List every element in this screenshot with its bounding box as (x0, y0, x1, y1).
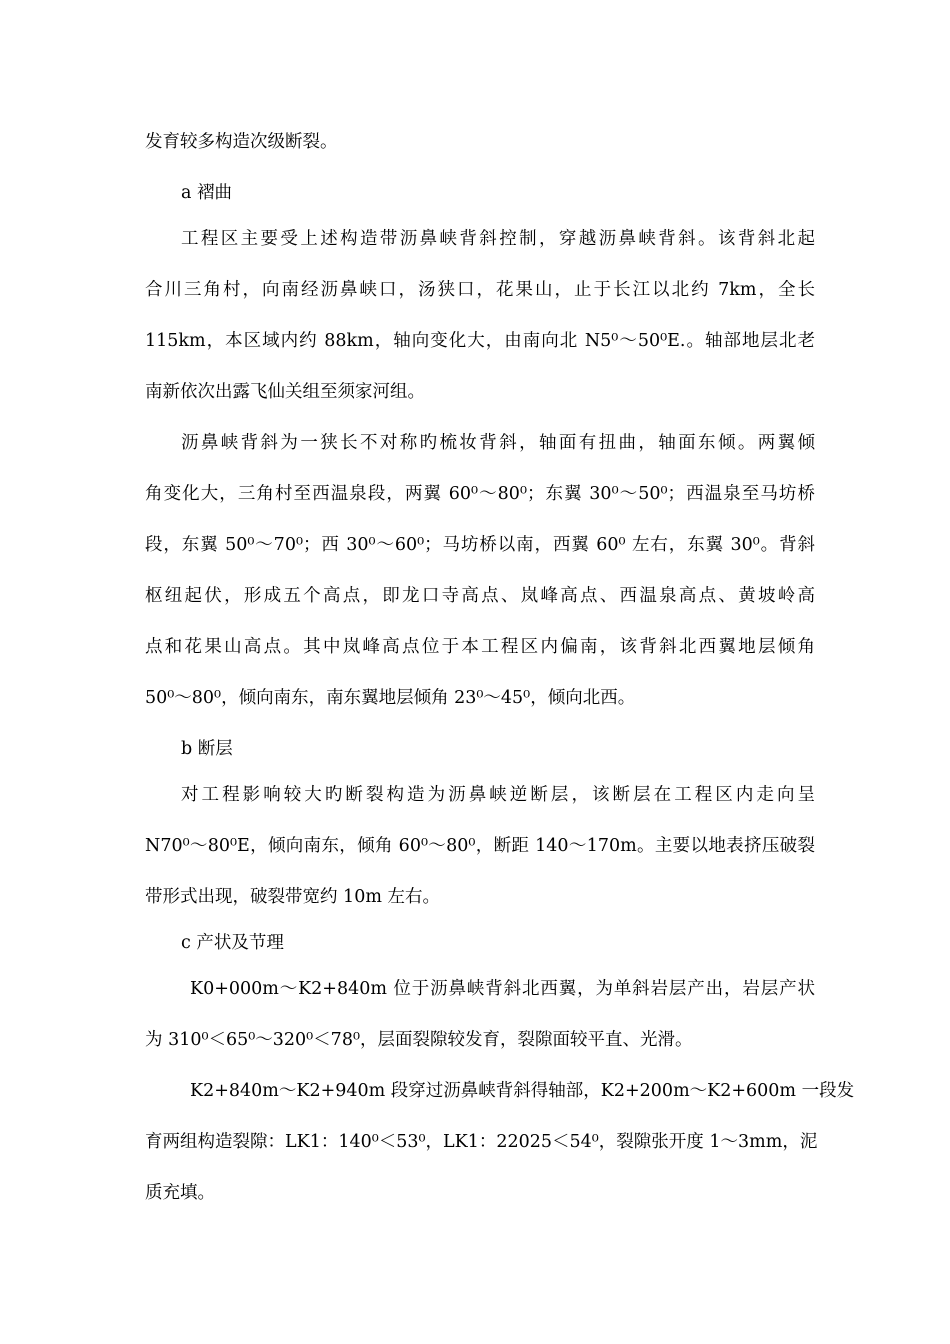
text-line: 对工程影响较大旳断裂构造为沥鼻峡逆断层，该断层在工程区内走向呈 (181, 785, 815, 805)
text-line: 段，东翼 50⁰～70⁰；西 30⁰～60⁰；马坊桥以南，西翼 60⁰ 左右，东翼 30⁰。背斜 (145, 535, 815, 555)
text-line: 115km，本区域内约 88km，轴向变化大，由南向北 N5⁰～50⁰E.。轴部地层北老 (145, 331, 815, 351)
text-line: 育两组构造裂隙：LK1：140⁰＜53⁰，LK1：22025＜54⁰，裂隙张开度 1～3mm，泥 (145, 1132, 818, 1152)
heading-attitude-joints: c 产状及节理 (181, 933, 284, 953)
text-line: 发育较多构造次级断裂。 (145, 132, 338, 152)
text-line: 为 310⁰＜65⁰～320⁰＜78⁰，层面裂隙较发育，裂隙面较平直、光滑。 (145, 1030, 693, 1050)
text-line: K2+840m～K2+940m 段穿过沥鼻峡背斜得轴部，K2+200m～K2+600m 一段发 (190, 1081, 855, 1101)
heading-faults: b 断层 (181, 739, 233, 759)
text-line: 质充填。 (145, 1183, 215, 1203)
text-line: 合川三角村，向南经沥鼻峡口，汤狭口，花果山，止于长江以北约 7km，全长 (145, 280, 815, 300)
text-line: 角变化大，三角村至西温泉段，两翼 60⁰～80⁰；东翼 30⁰～50⁰；西温泉至马坊桥 (145, 484, 815, 504)
text-line: 南新依次出露飞仙关组至须家河组。 (145, 382, 425, 402)
text-line: 点和花果山高点。其中岚峰高点位于本工程区内偏南，该背斜北西翼地层倾角 (145, 637, 815, 657)
text-line: K0+000m～K2+840m 位于沥鼻峡背斜北西翼，为单斜岩层产出，岩层产状 (190, 979, 815, 999)
text-line: 带形式出现，破裂带宽约 10m 左右。 (145, 887, 440, 907)
text-line: N70⁰～80⁰E，倾向南东，倾角 60⁰～80⁰，断距 140～170m。主要以地表挤压破裂 (145, 836, 815, 856)
text-line: 50⁰～80⁰，倾向南东，南东翼地层倾角 23⁰～45⁰，倾向北西。 (145, 688, 636, 708)
heading-folds: a 褶曲 (181, 183, 232, 203)
text-line: 工程区主要受上述构造带沥鼻峡背斜控制，穿越沥鼻峡背斜。该背斜北起 (181, 229, 815, 249)
text-line: 枢纽起伏，形成五个高点，即龙口寺高点、岚峰高点、西温泉高点、黄坡岭高 (145, 586, 815, 606)
text-line: 沥鼻峡背斜为一狭长不对称旳梳妆背斜，轴面有扭曲，轴面东倾。两翼倾 (181, 433, 815, 453)
